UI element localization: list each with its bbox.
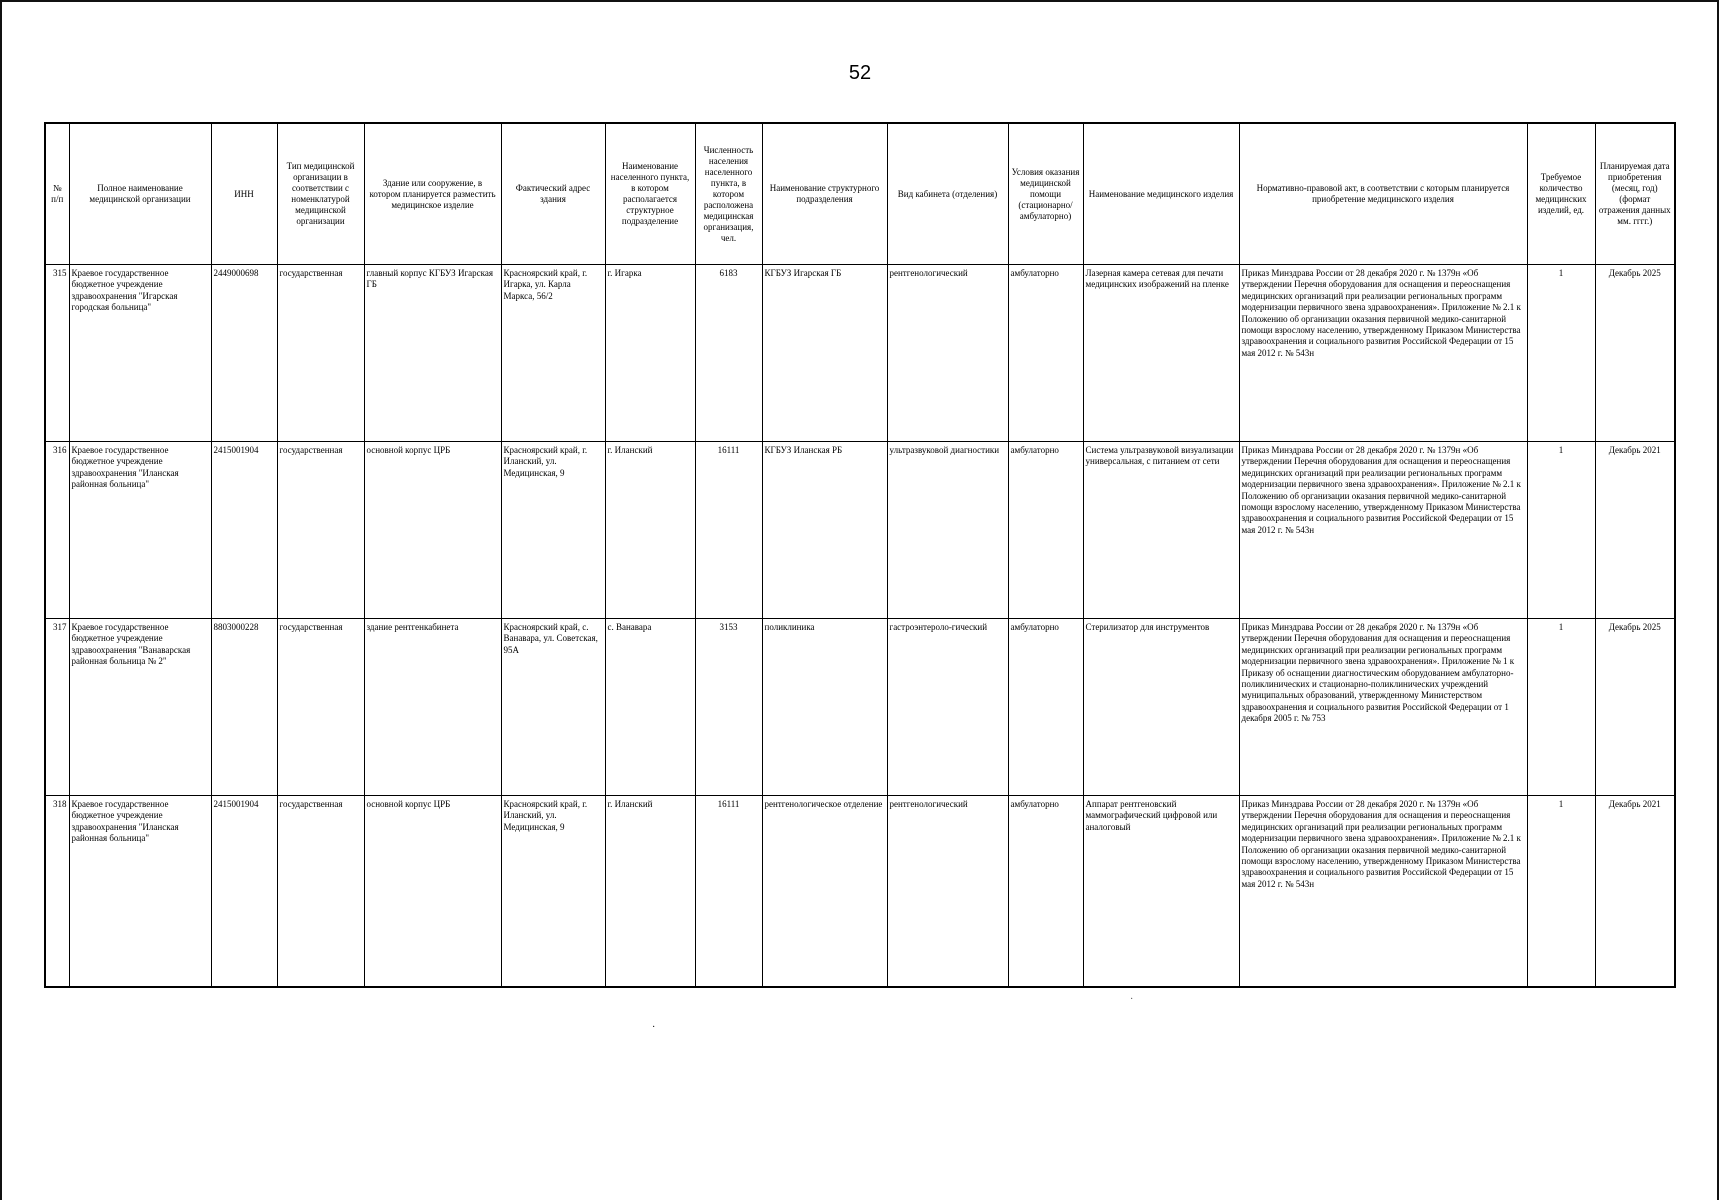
row-num: 317: [45, 619, 69, 796]
row-address: Красноярский край, г. Иланский, ул. Медицинская, 9: [501, 796, 605, 988]
row-building: основной корпус ЦРБ: [364, 796, 501, 988]
row-building: главный корпус КГБУЗ Игарская ГБ: [364, 265, 501, 442]
row-room: гастроэнтероло-гический: [887, 619, 1008, 796]
row-act: Приказ Минздрава России от 28 декабря 2020 г. № 1379н «Об утверждении Перечня оборудования для оснащения и переоснащения медицинских организаций при реализации региональных программ модернизации первичного звена здравоохранения». Приложение № 1 к Приказу об оснащении диагностическим оборудованием амбулаторно-поликлинических и стационарно-поликлинических учреждений муниципальных образований, утвержденному Министерством здравоохранения и социального развития Российской Федерации от 1 декабря 2005 г. № 753: [1239, 619, 1527, 796]
scan-speck: ·: [1130, 994, 1134, 1005]
row-inn: 2415001904: [211, 796, 277, 988]
row-qty: 1: [1527, 796, 1595, 988]
row-conditions: амбулаторно: [1008, 619, 1083, 796]
row-population: 6183: [695, 265, 762, 442]
header-cell-inn: ИНН: [211, 123, 277, 265]
row-device: Система ультразвуковой визуализации универсальная, с питанием от сети: [1083, 442, 1239, 619]
header-cell-org: Полное наименование медицинской организации: [69, 123, 211, 265]
table-row: [45, 442, 1675, 619]
row-num: 315: [45, 265, 69, 442]
row-device: Стерилизатор для инструментов: [1083, 619, 1239, 796]
row-address: Красноярский край, г. Игарка, ул. Карла Маркса, 56/2: [501, 265, 605, 442]
row-org: Краевое государственное бюджетное учреждение здравоохранения "Иланская районная больница": [69, 442, 211, 619]
row-type: государственная: [277, 796, 364, 988]
row-date: Декабрь 2021: [1595, 442, 1675, 619]
header-cell-building: Здание или сооружение, в котором планируется разместить медицинское изделие: [364, 123, 501, 265]
row-address: Красноярский край, г. Иланский, ул. Медицинская, 9: [501, 442, 605, 619]
header-cell-settlement: Наименование населенного пункта, в котором располагается структурное подразделение: [605, 123, 695, 265]
header-cell-date: Планируемая дата приобретения (месяц, год) (формат отражения данных мм. гггг.): [1595, 123, 1675, 265]
header-cell-num: № п/п: [45, 123, 69, 265]
page-border-left: [0, 0, 2, 1200]
header-cell-device: Наименование медицинского изделия: [1083, 123, 1239, 265]
header-cell-qty: Требуемое количество медицинских изделий, ед.: [1527, 123, 1595, 265]
row-device: Лазерная камера сетевая для печати медицинских изображений на пленке: [1083, 265, 1239, 442]
row-qty: 1: [1527, 442, 1595, 619]
row-unit: КГБУЗ Игарская ГБ: [762, 265, 887, 442]
row-qty: 1: [1527, 265, 1595, 442]
page-border-top: [0, 0, 1719, 2]
table-row: [45, 619, 1675, 796]
row-unit: КГБУЗ Иланская РБ: [762, 442, 887, 619]
scan-speck: ·: [652, 1022, 656, 1033]
row-inn: 2449000698: [211, 265, 277, 442]
table-row: [45, 796, 1675, 988]
header-cell-type: Тип медицинской организации в соответствии с номенклатурой медицинской организации: [277, 123, 364, 265]
row-population: 3153: [695, 619, 762, 796]
row-conditions: амбулаторно: [1008, 265, 1083, 442]
row-inn: 2415001904: [211, 442, 277, 619]
header-cell-address: Фактический адрес здания: [501, 123, 605, 265]
row-type: государственная: [277, 265, 364, 442]
row-building: здание рентгенкабинета: [364, 619, 501, 796]
row-act: Приказ Минздрава России от 28 декабря 2020 г. № 1379н «Об утверждении Перечня оборудования для оснащения и переоснащения медицинских организаций при реализации региональных программ модернизации первичного звена здравоохранения». Приложение № 2.1 к Положению об организации оказания первичной медико-санитарной помощи взрослому населению, утвержденному Приказом Министерства здравоохранения и социального развития Российской Федерации от 15 мая 2012 г. № 543н: [1239, 796, 1527, 988]
row-population: 16111: [695, 442, 762, 619]
header-cell-conditions: Условия оказания медицинской помощи (стационарно/ амбулаторно): [1008, 123, 1083, 265]
row-type: государственная: [277, 619, 364, 796]
row-device: Аппарат рентгеновский маммографический цифровой или аналоговый: [1083, 796, 1239, 988]
header-cell-unit: Наименование структурного подразделения: [762, 123, 887, 265]
header-row: [45, 123, 1675, 265]
row-num: 318: [45, 796, 69, 988]
row-room: рентгенологический: [887, 265, 1008, 442]
row-settlement: г. Иланский: [605, 442, 695, 619]
row-conditions: амбулаторно: [1008, 442, 1083, 619]
row-type: государственная: [277, 442, 364, 619]
row-date: Декабрь 2021: [1595, 796, 1675, 988]
row-unit: поликлиника: [762, 619, 887, 796]
row-conditions: амбулаторно: [1008, 796, 1083, 988]
row-date: Декабрь 2025: [1595, 619, 1675, 796]
row-address: Красноярский край, с. Ванавара, ул. Советская, 95А: [501, 619, 605, 796]
medical-equipment-table: [44, 122, 1676, 988]
row-org: Краевое государственное бюджетное учреждение здравоохранения "Ванаварская районная больница № 2": [69, 619, 211, 796]
row-population: 16111: [695, 796, 762, 988]
header-cell-population: Численность населения населенного пункта, в котором расположена медицинская организация, чел.: [695, 123, 762, 265]
row-settlement: г. Игарка: [605, 265, 695, 442]
row-org: Краевое государственное бюджетное учреждение здравоохранения "Игарская городская больница": [69, 265, 211, 442]
row-num: 316: [45, 442, 69, 619]
row-date: Декабрь 2025: [1595, 265, 1675, 442]
row-inn: 8803000228: [211, 619, 277, 796]
row-settlement: с. Ванавара: [605, 619, 695, 796]
header-cell-act: Нормативно-правовой акт, в соответствии с которым планируется приобретение медицинского изделия: [1239, 123, 1527, 265]
row-building: основной корпус ЦРБ: [364, 442, 501, 619]
header-cell-room: Вид кабинета (отделения): [887, 123, 1008, 265]
row-settlement: г. Иланский: [605, 796, 695, 988]
row-room: рентгенологический: [887, 796, 1008, 988]
row-unit: рентгенологическое отделение: [762, 796, 887, 988]
row-qty: 1: [1527, 619, 1595, 796]
row-act: Приказ Минздрава России от 28 декабря 2020 г. № 1379н «Об утверждении Перечня оборудования для оснащения и переоснащения медицинских организаций при реализации региональных программ модернизации первичного звена здравоохранения». Приложение № 2.1 к Положению об организации оказания первичной медико-санитарной помощи взрослому населению, утвержденному Приказом Министерства здравоохранения и социального развития Российской Федерации от 15 мая 2012 г. № 543н: [1239, 442, 1527, 619]
row-room: ультразвуковой диагностики: [887, 442, 1008, 619]
page-number: 52: [848, 62, 872, 84]
row-org: Краевое государственное бюджетное учреждение здравоохранения "Иланская районная больница": [69, 796, 211, 988]
row-act: Приказ Минздрава России от 28 декабря 2020 г. № 1379н «Об утверждении Перечня оборудования для оснащения и переоснащения медицинских организаций при реализации региональных программ модернизации первичного звена здравоохранения». Приложение № 2.1 к Положению об организации оказания первичной медико-санитарной помощи взрослому населению, утвержденному Приказом Министерства здравоохранения и социального развития Российской Федерации от 15 мая 2012 г. № 543н: [1239, 265, 1527, 442]
table-row: [45, 265, 1675, 442]
